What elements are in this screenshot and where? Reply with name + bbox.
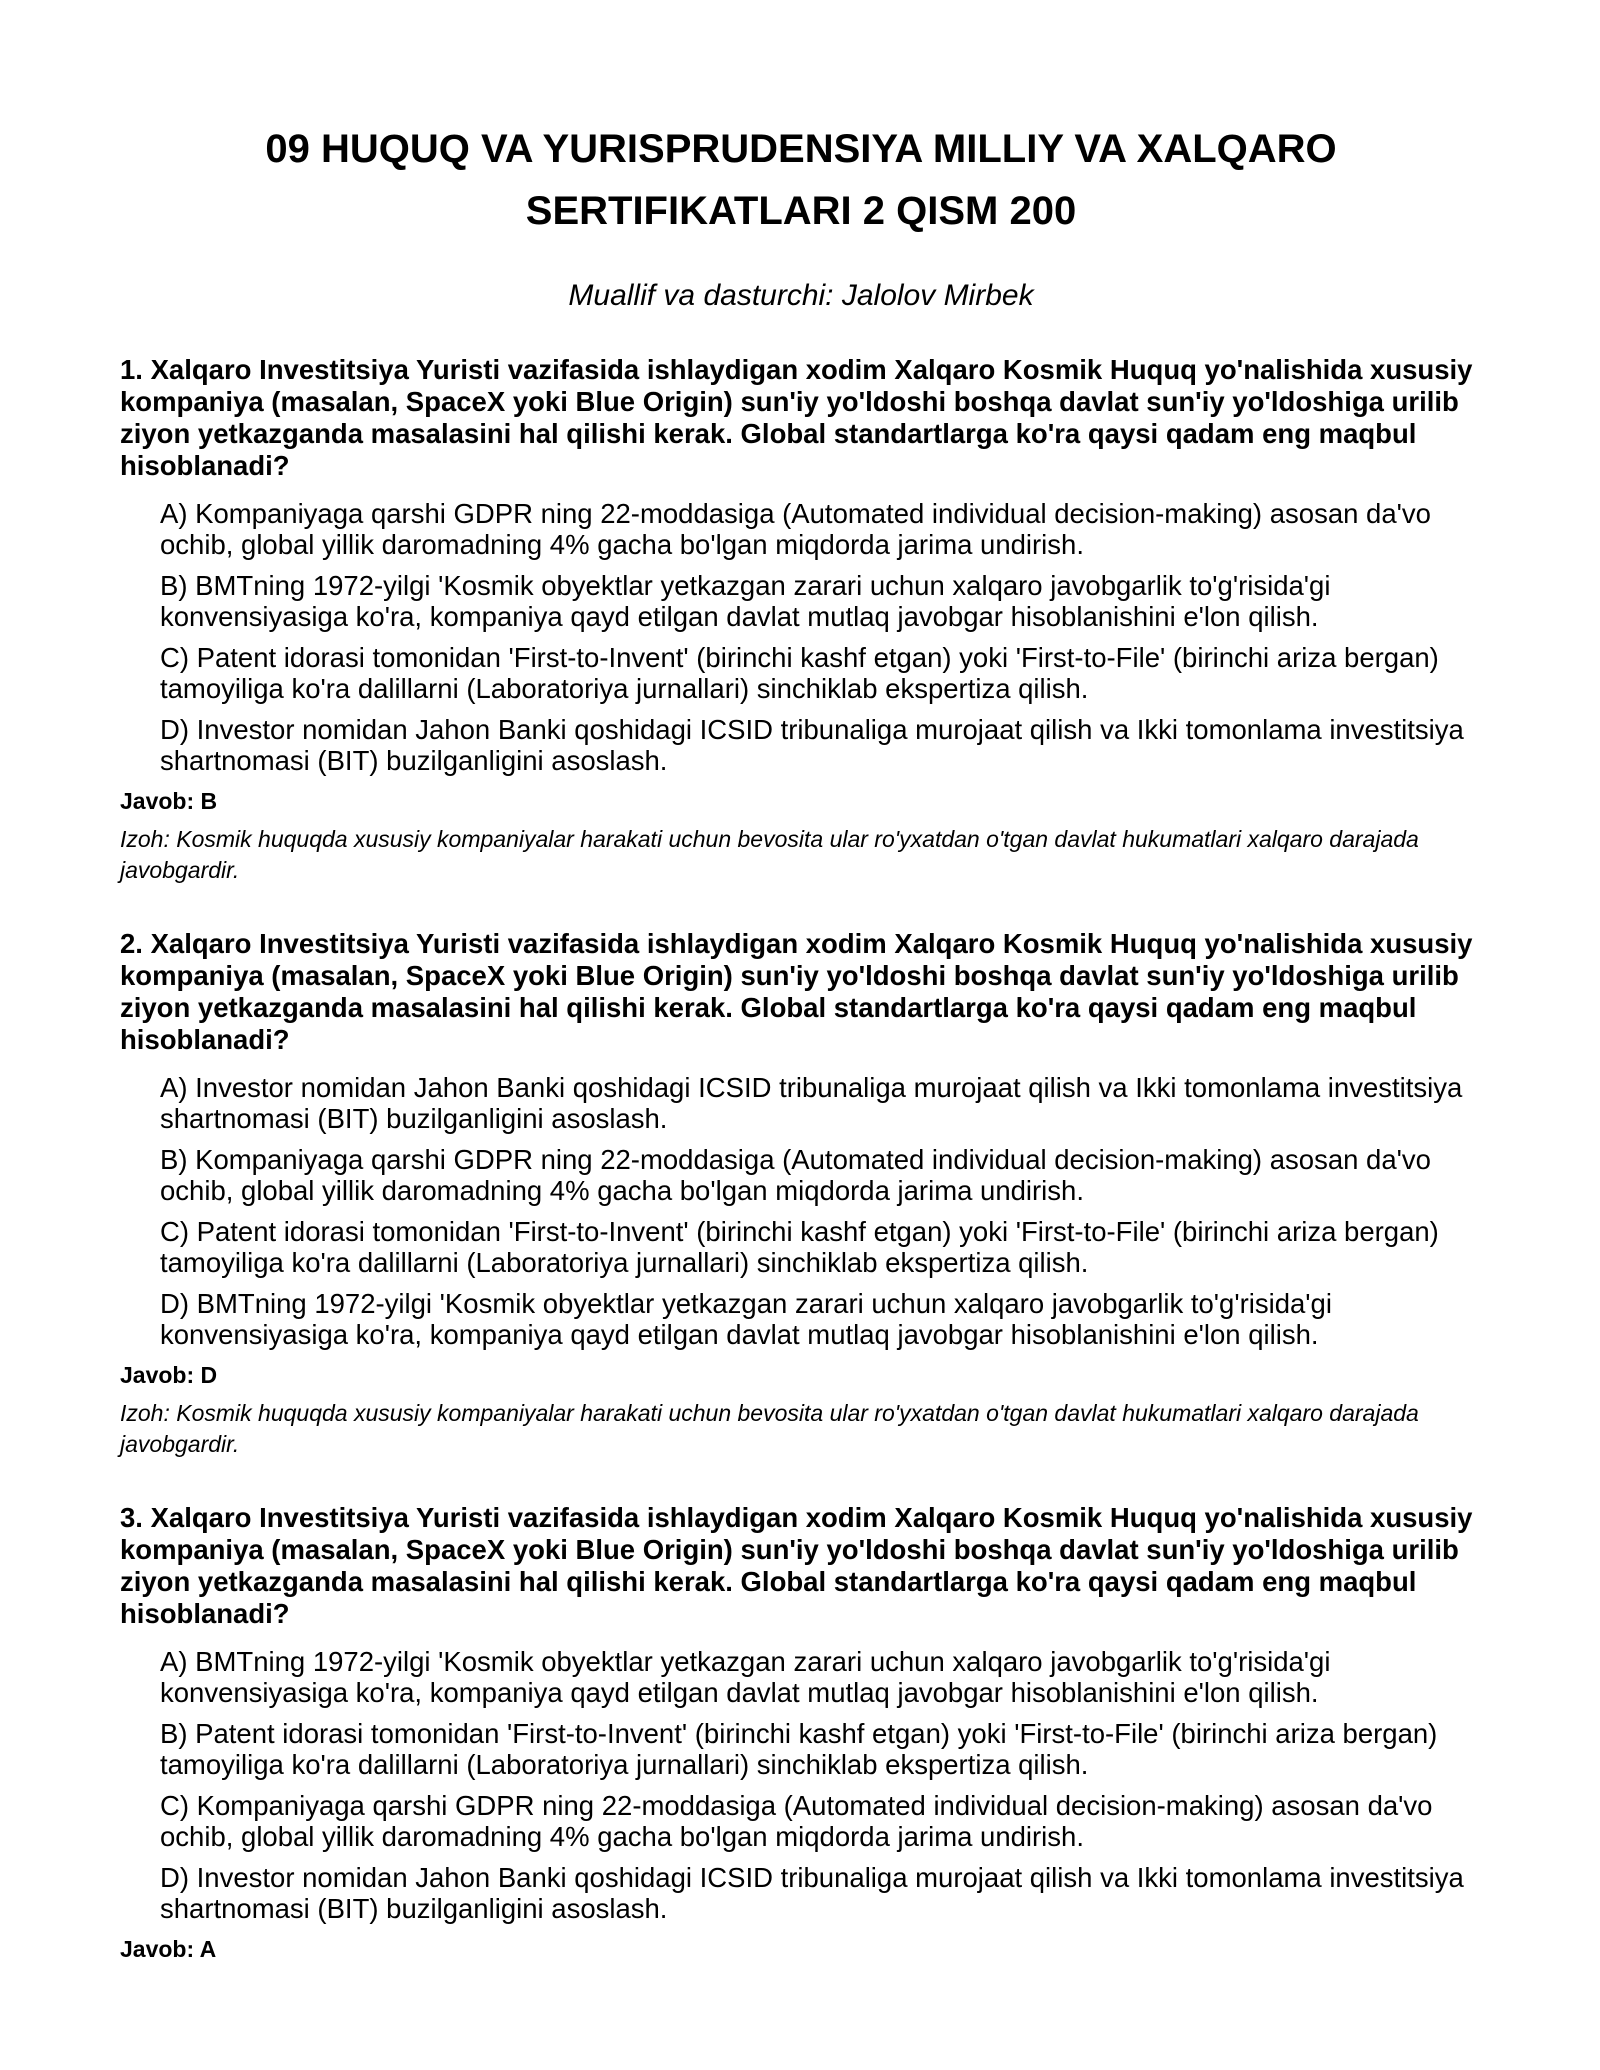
option-a: A) Kompaniyaga qarshi GDPR ning 22-moddasiga (Automated individual decision-making) asosan da'vo ochib, global yillik daromadning 4% gacha bo'lgan miqdorda jarima undirish. [160,498,1431,560]
document-title: 09 HUQUQ VA YURISPRUDENSIYA MILLIY VA XALQARO SERTIFIKATLARI 2 QISM 200 [265,127,1337,233]
answer-label: Javob: D [120,1362,218,1388]
option-b: B) Kompaniyaga qarshi GDPR ning 22-moddasiga (Automated individual decision-making) asosan da'vo ochib, global yillik daromadning 4% gacha bo'lgan miqdorda jarima undirish. [160,1144,1431,1206]
question-block-2 [120,928,1482,1460]
question-text: 1. Xalqaro Investitsiya Yuristi vazifasida ishlaydigan xodim Xalqaro Kosmik Huquq yo'nalishida xususiy kompaniya (masalan, SpaceX yoki Blue Origin) sun'iy yo'ldoshi boshqa davlat sun'iy yo'ldoshiga urilib ziyon yetkazganda masalasini hal qilishi kerak. Global standartlarga ko'ra qaysi qadam eng maqbul hisoblanadi? [120,354,1473,481]
question-block-1 [120,354,1482,886]
option-c: C) Kompaniyaga qarshi GDPR ning 22-moddasiga (Automated individual decision-making) asosan da'vo ochib, global yillik daromadning 4% gacha bo'lgan miqdorda jarima undirish. [160,1790,1433,1852]
option-a: A) BMTning 1972-yilgi 'Kosmik obyektlar yetkazgan zarari uchun xalqaro javobgarlik to'g'risida'gi konvensiyasiga ko'ra, kompaniya qayd etilgan davlat mutlaq javobgar hisoblanishini e'lon qilish. [160,1646,1331,1708]
answer-label: Javob: B [120,788,218,814]
answer-label: Javob: A [120,1936,217,1962]
author-line: Muallif va dasturchi: Jalolov Mirbek [568,279,1034,312]
option-d: D) BMTning 1972-yilgi 'Kosmik obyektlar yetkazgan zarari uchun xalqaro javobgarlik to'g'risida'gi konvensiyasiga ko'ra, kompaniya qayd etilgan davlat mutlaq javobgar hisoblanishini e'lon qilish. [160,1288,1332,1350]
option-d: D) Investor nomidan Jahon Banki qoshidagi ICSID tribunaliga murojaat qilish va Ikki tomonlama investitsiya shartnomasi (BIT) buzilganligini asoslash. [160,714,1464,776]
explanation-note: Izoh: Kosmik huquqda xususiy kompaniyalar harakati uchun bevosita ular ro'yxatdan o'tgan davlat hukumatlari xalqaro darajada javobgardir. [120,826,1419,883]
option-b: B) Patent idorasi tomonidan 'First-to-Invent' (birinchi kashf etgan) yoki 'First-to-File' (birinchi ariza bergan) tamoyiliga ko'ra dalillarni (Laboratoriya jurnallari) sinchiklab ekspertiza qilish. [160,1718,1438,1780]
option-c: C) Patent idorasi tomonidan 'First-to-Invent' (birinchi kashf etgan) yoki 'First-to-File' (birinchi ariza bergan) tamoyiliga ko'ra dalillarni (Laboratoriya jurnallari) sinchiklab ekspertiza qilish. [160,1216,1439,1278]
option-b: B) BMTning 1972-yilgi 'Kosmik obyektlar yetkazgan zarari uchun xalqaro javobgarlik to'g'risida'gi konvensiyasiga ko'ra, kompaniya qayd etilgan davlat mutlaq javobgar hisoblanishini e'lon qilish. [160,570,1331,632]
option-a: A) Investor nomidan Jahon Banki qoshidagi ICSID tribunaliga murojaat qilish va Ikki tomonlama investitsiya shartnomasi (BIT) buzilganligini asoslash. [160,1072,1463,1134]
option-c: C) Patent idorasi tomonidan 'First-to-Invent' (birinchi kashf etgan) yoki 'First-to-File' (birinchi ariza bergan) tamoyiliga ko'ra dalillarni (Laboratoriya jurnallari) sinchiklab ekspertiza qilish. [160,642,1439,704]
question-block-3 [120,1502,1482,1964]
question-text: 2. Xalqaro Investitsiya Yuristi vazifasida ishlaydigan xodim Xalqaro Kosmik Huquq yo'nalishida xususiy kompaniya (masalan, SpaceX yoki Blue Origin) sun'iy yo'ldoshi boshqa davlat sun'iy yo'ldoshiga urilib ziyon yetkazganda masalasini hal qilishi kerak. Global standartlarga ko'ra qaysi qadam eng maqbul hisoblanadi? [120,928,1473,1055]
question-text: 3. Xalqaro Investitsiya Yuristi vazifasida ishlaydigan xodim Xalqaro Kosmik Huquq yo'nalishida xususiy kompaniya (masalan, SpaceX yoki Blue Origin) sun'iy yo'ldoshi boshqa davlat sun'iy yo'ldoshiga urilib ziyon yetkazganda masalasini hal qilishi kerak. Global standartlarga ko'ra qaysi qadam eng maqbul hisoblanadi? [120,1502,1473,1629]
explanation-note: Izoh: Kosmik huquqda xususiy kompaniyalar harakati uchun bevosita ular ro'yxatdan o'tgan davlat hukumatlari xalqaro darajada javobgardir. [120,1400,1419,1457]
option-d: D) Investor nomidan Jahon Banki qoshidagi ICSID tribunaliga murojaat qilish va Ikki tomonlama investitsiya shartnomasi (BIT) buzilganligini asoslash. [160,1862,1464,1924]
